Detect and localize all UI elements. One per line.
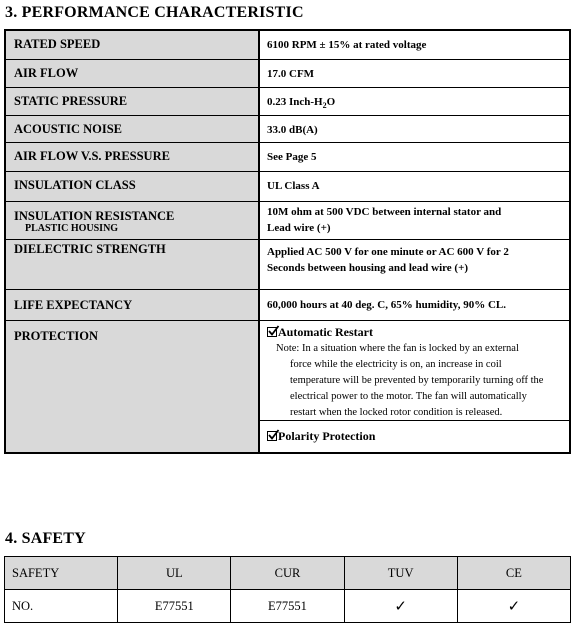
row-label-insulation-class: INSULATION CLASS	[6, 172, 260, 201]
automatic-restart-note	[267, 341, 569, 421]
table-row	[6, 88, 569, 116]
table-row	[6, 290, 569, 321]
note-line: temperature will be prevented by temporarily turning off the	[290, 375, 544, 386]
row-value-dielectric-strength	[260, 240, 569, 289]
note-line: restart when the locked rotor condition is released.	[290, 407, 503, 418]
table-row	[6, 116, 569, 143]
row-label-life-expectancy: LIFE EXPECTANCY	[6, 290, 260, 320]
automatic-restart-block	[260, 321, 569, 421]
cell-cur-number: E77551	[231, 590, 344, 623]
table-row	[6, 321, 569, 452]
insulation-resistance-line-1: 10M ohm at 500 VDC between internal stator and	[267, 206, 502, 218]
note-line: electrical power to the motor. The fan will automatically	[290, 391, 527, 402]
row-value-air-flow: 17.0 CFM	[267, 68, 315, 80]
header-tuv: TUV	[344, 557, 457, 590]
static-pressure-end: O	[326, 96, 336, 108]
table-row	[6, 60, 569, 88]
row-label-air-flow-vs-pressure: AIR FLOW V.S. PRESSURE	[6, 143, 260, 171]
automatic-restart-heading	[267, 324, 569, 340]
row-value-rated-speed: 6100 RPM ± 15% at rated voltage	[267, 39, 427, 51]
dielectric-strength-line-2: Seconds between housing and lead wire (+)	[267, 262, 469, 274]
static-pressure-subscript: 2	[322, 101, 327, 111]
cell-ul-number: E77551	[118, 590, 231, 623]
row-value-life-expectancy: 60,000 hours at 40 deg. C, 65% humidity, 90% CL.	[267, 299, 506, 311]
row-value-insulation-class: UL Class A	[267, 180, 320, 192]
header-ul: UL	[118, 557, 231, 590]
note-line: Note: In a situation where the fan is locked by an external	[276, 343, 519, 354]
table-row	[6, 172, 569, 202]
row-value-protection	[260, 321, 569, 452]
table-row	[6, 31, 569, 60]
automatic-restart-label: Automatic Restart	[278, 325, 373, 339]
performance-table	[4, 29, 571, 454]
header-cur: CUR	[231, 557, 344, 590]
table-row	[6, 240, 569, 290]
cell-tuv-check: ✓	[344, 590, 457, 623]
section-4-title: 4. SAFETY	[5, 530, 86, 547]
header-safety: SAFETY	[5, 557, 118, 590]
cell-ce-check: ✓	[457, 590, 570, 623]
row-label-static-pressure: STATIC PRESSURE	[6, 88, 260, 115]
row-label-protection: PROTECTION	[6, 321, 260, 452]
plastic-housing-sublabel: PLASTIC HOUSING	[25, 223, 119, 234]
row-label-insulation-resistance	[6, 202, 260, 239]
polarity-protection-heading	[267, 428, 569, 444]
table-row	[5, 590, 571, 623]
section-3-title: 3. PERFORMANCE CHARACTERISTIC	[5, 4, 304, 21]
row-value-air-flow-vs-pressure: See Page 5	[267, 151, 317, 163]
safety-table	[4, 556, 571, 623]
checked-box-icon	[267, 431, 277, 441]
row-value-insulation-resistance	[260, 202, 569, 239]
note-line: force while the electricity is on, an increase in coil	[290, 359, 502, 370]
table-row	[6, 202, 569, 240]
cell-no-label: NO.	[5, 590, 118, 623]
polarity-protection-block	[260, 421, 569, 452]
table-header-row	[5, 557, 571, 590]
static-pressure-main: 0.23 Inch-H	[267, 96, 323, 108]
insulation-resistance-label: INSULATION RESISTANCE	[14, 209, 175, 223]
row-value-static-pressure	[260, 88, 569, 115]
row-label-rated-speed: RATED SPEED	[6, 31, 260, 59]
row-label-acoustic-noise: ACOUSTIC NOISE	[6, 116, 260, 142]
polarity-protection-label: Polarity Protection	[278, 429, 376, 443]
insulation-resistance-line-2: Lead wire (+)	[267, 222, 331, 234]
row-label-dielectric-strength: DIELECTRIC STRENGTH	[6, 240, 260, 289]
dielectric-strength-line-1: Applied AC 500 V for one minute or AC 600 V for 2	[267, 246, 509, 258]
row-value-acoustic-noise: 33.0 dB(A)	[267, 124, 318, 136]
header-ce: CE	[457, 557, 570, 590]
checked-box-icon	[267, 327, 277, 337]
table-row	[6, 143, 569, 172]
row-label-air-flow: AIR FLOW	[6, 60, 260, 87]
